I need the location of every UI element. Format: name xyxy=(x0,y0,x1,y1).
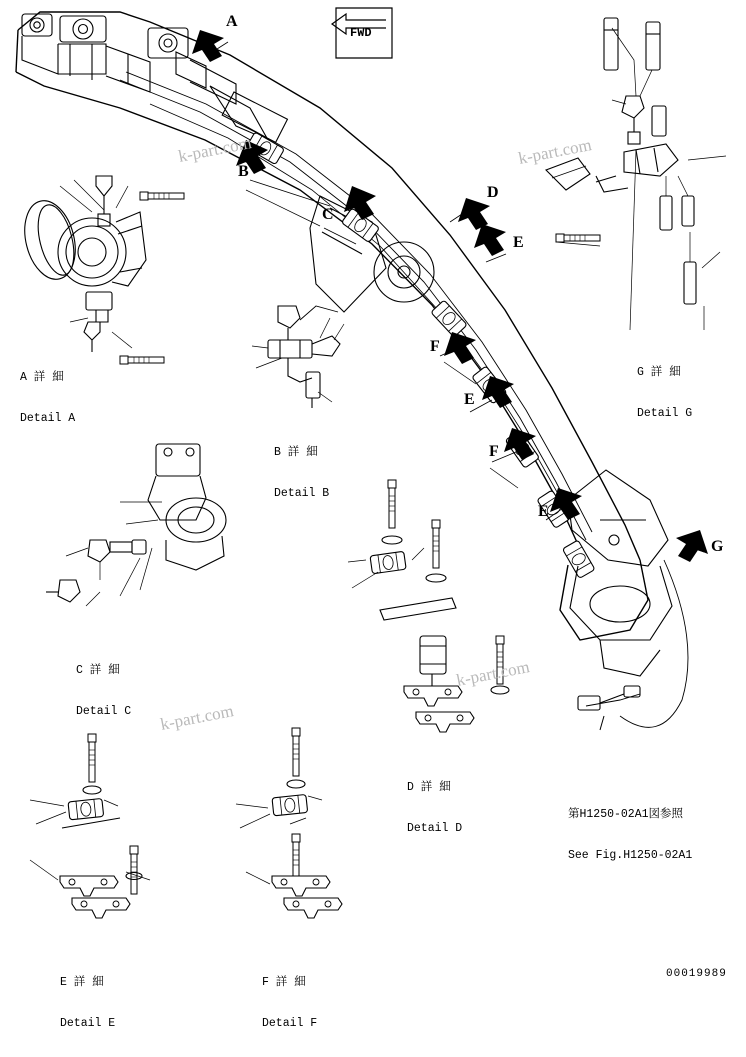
callout-e-3: E xyxy=(538,503,549,520)
callout-f-1: F xyxy=(430,338,440,355)
detail-caption-a-en: Detail A xyxy=(20,411,76,425)
detail-caption-e-jp: E 詳 細 xyxy=(60,976,104,989)
reference-note-jp: 第H1250-02A1図参照 xyxy=(568,808,684,821)
detail-caption-b-jp: B 詳 細 xyxy=(274,446,318,459)
detail-caption-f-en: Detail F xyxy=(262,1016,318,1030)
callout-e-2: E xyxy=(464,391,475,408)
detail-caption-d-jp: D 詳 細 xyxy=(407,781,451,794)
detail-caption-g-jp: G 詳 細 xyxy=(637,366,681,379)
detail-caption-d xyxy=(407,754,462,862)
callout-d: D xyxy=(487,184,499,201)
detail-caption-d-en: Detail D xyxy=(407,821,463,835)
watermark-4: k-part.com xyxy=(158,701,236,734)
detail-caption-c-en: Detail C xyxy=(76,704,132,718)
detail-caption-c xyxy=(76,637,131,745)
detail-caption-c-jp: C 詳 細 xyxy=(76,664,120,677)
detail-caption-e-en: Detail E xyxy=(60,1016,116,1030)
callout-e-1: E xyxy=(513,234,524,251)
reference-note-en: See Fig.H1250-02A1 xyxy=(568,848,693,862)
detail-caption-f-jp: F 詳 細 xyxy=(262,976,306,989)
watermark-1: k-part.com xyxy=(176,133,254,166)
detail-caption-g xyxy=(637,339,692,447)
detail-caption-f xyxy=(262,949,317,1057)
detail-caption-b-en: Detail B xyxy=(274,486,330,500)
watermark-2: k-part.com xyxy=(516,135,594,168)
callout-b: B xyxy=(238,163,249,180)
detail-caption-a-jp: A 詳 細 xyxy=(20,371,64,384)
callout-a: A xyxy=(226,13,238,30)
reference-note xyxy=(568,781,692,889)
fwd-direction-label: FWD xyxy=(350,26,372,40)
detail-caption-b xyxy=(274,419,329,527)
detail-caption-g-en: Detail G xyxy=(637,406,693,420)
callout-f-2: F xyxy=(489,443,499,460)
detail-caption-a xyxy=(20,344,75,452)
detail-caption-e xyxy=(60,949,115,1057)
watermark-3: k-part.com xyxy=(454,657,532,690)
callout-g-1: G xyxy=(711,538,724,555)
callout-c: C xyxy=(322,206,334,223)
drawing-number: 00019989 xyxy=(666,968,727,980)
